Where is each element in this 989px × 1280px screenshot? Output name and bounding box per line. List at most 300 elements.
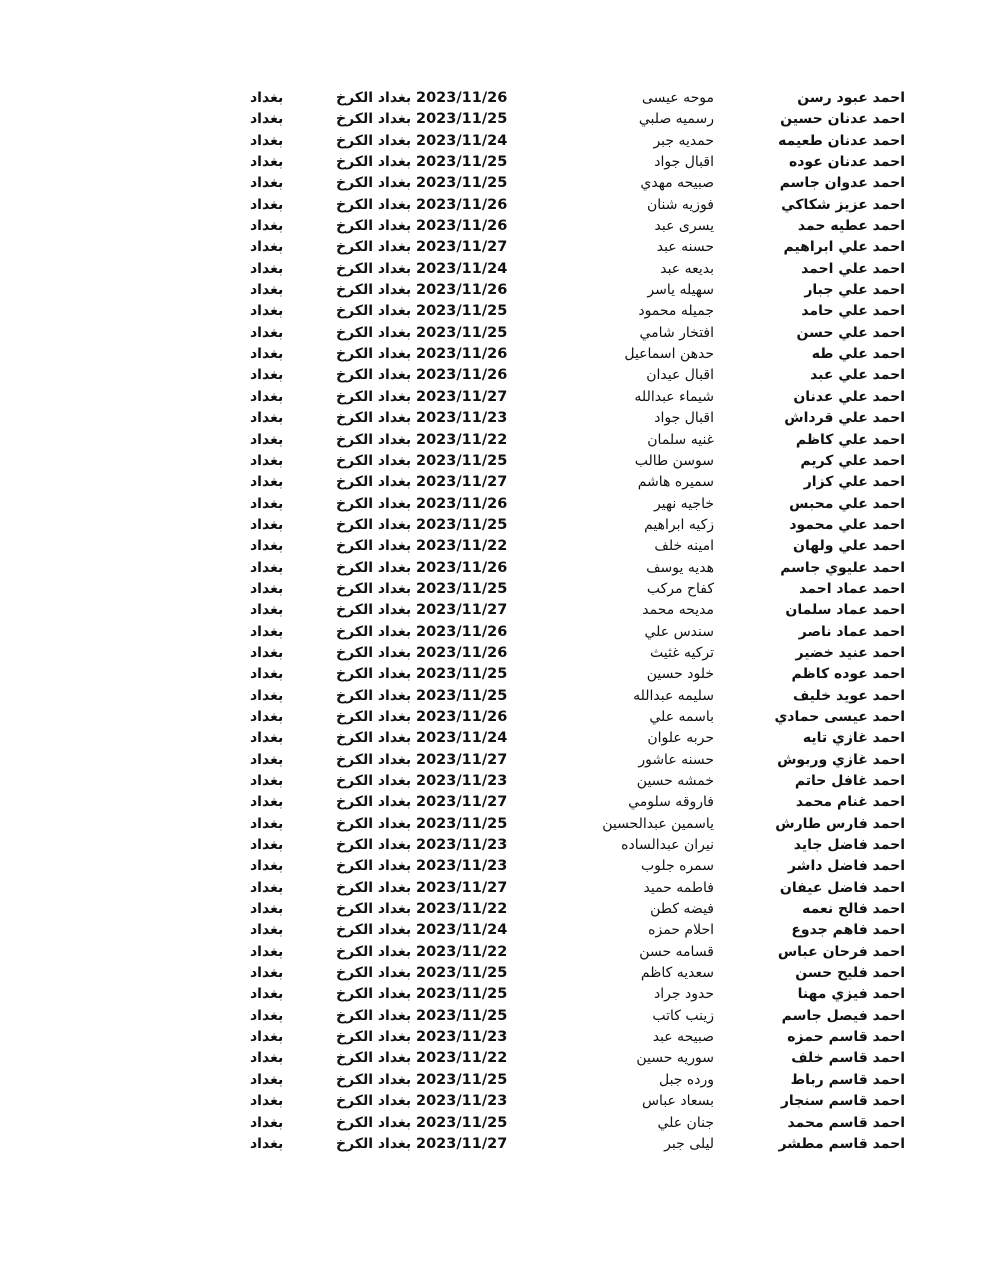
- date-cell: 2023/11/25: [416, 154, 508, 171]
- date-cell: 2023/11/22: [416, 538, 508, 555]
- area-cell: بغداد الكرخ: [336, 751, 412, 768]
- governorate-cell: بغداد: [250, 239, 284, 256]
- area-cell: بغداد الكرخ: [336, 367, 412, 384]
- area-cell: بغداد الكرخ: [336, 986, 412, 1003]
- table-row: [0, 835, 989, 856]
- mother-name: صبيحه مهدي: [640, 175, 714, 192]
- date-cell: 2023/11/23: [416, 1093, 508, 1110]
- governorate-cell: بغداد: [250, 1029, 284, 1046]
- table-row: [0, 1027, 989, 1048]
- person-name: احمد عماد احمد: [799, 580, 905, 597]
- area-cell: بغداد الكرخ: [336, 1029, 412, 1046]
- person-name: احمد عطيه حمد: [797, 218, 905, 235]
- area-cell: بغداد الكرخ: [336, 901, 412, 918]
- governorate-cell: بغداد: [250, 666, 284, 683]
- person-name: احمد علي محمود: [789, 516, 905, 533]
- table-row: [0, 686, 989, 707]
- mother-name: كفاح مركب: [646, 580, 714, 597]
- table-row: [0, 1091, 989, 1112]
- table-row: [0, 88, 989, 109]
- mother-name: شيماء عبدالله: [634, 388, 714, 405]
- person-name: احمد فاهم جدوع: [791, 922, 905, 939]
- area-cell: بغداد الكرخ: [336, 687, 412, 704]
- area-cell: بغداد الكرخ: [336, 260, 412, 277]
- table-row: [0, 195, 989, 216]
- person-name: احمد عدوان جاسم: [779, 175, 905, 192]
- person-name: احمد علي محبس: [789, 495, 905, 512]
- mother-name: حربه علوان: [647, 730, 714, 747]
- table-row: [0, 173, 989, 194]
- mother-name: افتخار شامي: [639, 324, 714, 341]
- table-row: [0, 216, 989, 237]
- mother-name: سندس علي: [644, 623, 714, 640]
- date-cell: 2023/11/26: [416, 218, 508, 235]
- table-row: [0, 984, 989, 1005]
- area-cell: بغداد الكرخ: [336, 1007, 412, 1024]
- date-cell: 2023/11/23: [416, 773, 508, 789]
- date-cell: 2023/11/25: [416, 324, 508, 341]
- date-cell: 2023/11/23: [416, 837, 508, 854]
- mother-name: فيضه كطن: [650, 901, 714, 918]
- table-row: [0, 1134, 989, 1155]
- mother-name: اقبال جواد: [654, 410, 714, 427]
- table-row: [0, 622, 989, 643]
- table-row: [0, 1048, 989, 1069]
- area-cell: بغداد الكرخ: [336, 132, 412, 149]
- mother-name: خاجيه نهير: [653, 495, 714, 512]
- area-cell: بغداد الكرخ: [336, 239, 412, 256]
- date-cell: 2023/11/26: [416, 623, 508, 640]
- mother-name: بديعه عبد: [660, 260, 714, 277]
- governorate-cell: بغداد: [250, 815, 284, 832]
- area-cell: بغداد الكرخ: [336, 1093, 412, 1110]
- mother-name: ورده جبل: [658, 1071, 714, 1088]
- table-row: [0, 536, 989, 557]
- area-cell: بغداد الكرخ: [336, 644, 412, 661]
- area-cell: بغداد الكرخ: [336, 282, 412, 299]
- mother-name: زكيه ابراهيم: [644, 516, 714, 533]
- person-name: احمد غافل حاتم: [794, 773, 905, 789]
- governorate-cell: بغداد: [250, 773, 284, 789]
- date-cell: 2023/11/27: [416, 474, 508, 491]
- date-cell: 2023/11/24: [416, 260, 508, 277]
- governorate-cell: بغداد: [250, 623, 284, 640]
- mother-name: زينب كاتب: [652, 1007, 714, 1024]
- table-row: [0, 494, 989, 515]
- table-row: [0, 643, 989, 664]
- governorate-cell: بغداد: [250, 1135, 284, 1152]
- date-cell: 2023/11/26: [416, 367, 508, 384]
- table-row: [0, 1113, 989, 1134]
- governorate-cell: بغداد: [250, 324, 284, 341]
- records-list: [0, 88, 989, 1155]
- person-name: احمد عماد ناصر: [798, 623, 905, 640]
- person-name: احمد عدنان عوده: [788, 154, 905, 171]
- table-row: [0, 323, 989, 344]
- area-cell: بغداد الكرخ: [336, 154, 412, 171]
- mother-name: قسامه حسن: [639, 943, 714, 960]
- governorate-cell: بغداد: [250, 410, 284, 427]
- date-cell: 2023/11/23: [416, 410, 508, 427]
- table-row: [0, 899, 989, 920]
- table-row: [0, 259, 989, 280]
- person-name: احمد علي ابراهيم: [783, 239, 905, 256]
- table-row: [0, 408, 989, 429]
- area-cell: بغداد الكرخ: [336, 495, 412, 512]
- person-name: احمد فاضل داشر: [787, 858, 905, 875]
- person-name: احمد علي طه: [811, 346, 905, 363]
- person-name: احمد علي احمد: [801, 260, 905, 277]
- date-cell: 2023/11/25: [416, 516, 508, 533]
- area-cell: بغداد الكرخ: [336, 922, 412, 939]
- date-cell: 2023/11/24: [416, 922, 508, 939]
- person-name: احمد علي جبار: [804, 282, 905, 299]
- governorate-cell: بغداد: [250, 687, 284, 704]
- mother-name: سعديه كاظم: [640, 965, 714, 982]
- governorate-cell: بغداد: [250, 708, 284, 725]
- governorate-cell: بغداد: [250, 986, 284, 1003]
- mother-name: بسعاد عباس: [641, 1093, 714, 1110]
- person-name: احمد علي حامد: [801, 303, 905, 320]
- area-cell: بغداد الكرخ: [336, 708, 412, 725]
- date-cell: 2023/11/25: [416, 1071, 508, 1088]
- mother-name: احلام حمزه: [648, 922, 714, 939]
- area-cell: بغداد الكرخ: [336, 90, 412, 106]
- mother-name: سهيله ياسر: [647, 282, 714, 299]
- date-cell: 2023/11/25: [416, 1114, 508, 1131]
- person-name: احمد غازي تايه: [802, 730, 905, 747]
- date-cell: 2023/11/22: [416, 901, 508, 918]
- area-cell: بغداد الكرخ: [336, 303, 412, 320]
- person-name: احمد علي ولهان: [793, 538, 905, 555]
- governorate-cell: بغداد: [250, 516, 284, 533]
- mother-name: سمره جلوب: [640, 858, 714, 875]
- mother-name: هديه يوسف: [646, 559, 714, 576]
- mother-name: صبيحه عبد: [652, 1029, 714, 1046]
- person-name: احمد علي كاظم: [795, 431, 905, 448]
- table-row: [0, 707, 989, 728]
- mother-name: سميره هاشم: [637, 474, 714, 491]
- governorate-cell: بغداد: [250, 879, 284, 896]
- governorate-cell: بغداد: [250, 1071, 284, 1088]
- area-cell: بغداد الكرخ: [336, 623, 412, 640]
- mother-name: سوريه حسين: [636, 1050, 714, 1067]
- table-row: [0, 771, 989, 792]
- governorate-cell: بغداد: [250, 858, 284, 875]
- mother-name: فاطمه حميد: [643, 879, 714, 896]
- table-row: [0, 792, 989, 813]
- date-cell: 2023/11/25: [416, 175, 508, 192]
- person-name: احمد قاسم خلف: [791, 1050, 905, 1067]
- area-cell: بغداد الكرخ: [336, 196, 412, 213]
- governorate-cell: بغداد: [250, 751, 284, 768]
- date-cell: 2023/11/25: [416, 666, 508, 683]
- table-row: [0, 131, 989, 152]
- area-cell: بغداد الكرخ: [336, 538, 412, 555]
- mother-name: يسرى عبد: [654, 218, 714, 235]
- date-cell: 2023/11/25: [416, 986, 508, 1003]
- date-cell: 2023/11/26: [416, 196, 508, 213]
- person-name: احمد عنيد خضير: [795, 644, 905, 661]
- table-row: [0, 814, 989, 835]
- governorate-cell: بغداد: [250, 474, 284, 491]
- area-cell: بغداد الكرخ: [336, 1114, 412, 1131]
- governorate-cell: بغداد: [250, 196, 284, 213]
- mother-name: حسنه عاشور: [638, 751, 714, 768]
- date-cell: 2023/11/25: [416, 1007, 508, 1024]
- governorate-cell: بغداد: [250, 644, 284, 661]
- area-cell: بغداد الكرخ: [336, 111, 412, 128]
- table-row: [0, 109, 989, 130]
- governorate-cell: بغداد: [250, 303, 284, 320]
- governorate-cell: بغداد: [250, 367, 284, 384]
- person-name: احمد عدنان طعيمه: [778, 132, 905, 149]
- governorate-cell: بغداد: [250, 452, 284, 469]
- date-cell: 2023/11/27: [416, 794, 508, 811]
- date-cell: 2023/11/25: [416, 452, 508, 469]
- area-cell: بغداد الكرخ: [336, 1050, 412, 1067]
- area-cell: بغداد الكرخ: [336, 175, 412, 192]
- mother-name: حمديه جبر: [653, 132, 714, 149]
- person-name: احمد غازي وربوش: [777, 751, 905, 768]
- person-name: احمد علي قرداش: [784, 410, 905, 427]
- mother-name: موحه عيسى: [641, 90, 714, 106]
- governorate-cell: بغداد: [250, 837, 284, 854]
- table-row: [0, 878, 989, 899]
- person-name: احمد فرحان عباس: [777, 943, 905, 960]
- person-name: احمد علي كزار: [803, 474, 905, 491]
- mother-name: سوسن طالب: [634, 452, 714, 469]
- date-cell: 2023/11/25: [416, 815, 508, 832]
- person-name: احمد عماد سلمان: [785, 602, 905, 619]
- person-name: احمد عويد خليف: [793, 687, 905, 704]
- mother-name: ياسمين عبدالحسين: [602, 815, 714, 832]
- governorate-cell: بغداد: [250, 495, 284, 512]
- mother-name: ليلى جبر: [664, 1135, 714, 1152]
- area-cell: بغداد الكرخ: [336, 559, 412, 576]
- date-cell: 2023/11/25: [416, 111, 508, 128]
- date-cell: 2023/11/27: [416, 388, 508, 405]
- person-name: احمد قاسم رباط: [790, 1071, 905, 1088]
- governorate-cell: بغداد: [250, 1114, 284, 1131]
- area-cell: بغداد الكرخ: [336, 794, 412, 811]
- table-row: [0, 1006, 989, 1027]
- governorate-cell: بغداد: [250, 218, 284, 235]
- mother-name: باسمه علي: [649, 708, 714, 725]
- person-name: احمد غنام محمد: [795, 794, 905, 811]
- table-row: [0, 750, 989, 771]
- area-cell: بغداد الكرخ: [336, 1135, 412, 1152]
- governorate-cell: بغداد: [250, 1050, 284, 1067]
- table-row: [0, 365, 989, 386]
- mother-name: غنيه سلمان: [647, 431, 714, 448]
- date-cell: 2023/11/22: [416, 943, 508, 960]
- mother-name: نيران عبدالساده: [621, 837, 714, 854]
- table-row: [0, 237, 989, 258]
- area-cell: بغداد الكرخ: [336, 858, 412, 875]
- area-cell: بغداد الكرخ: [336, 431, 412, 448]
- governorate-cell: بغداد: [250, 580, 284, 597]
- person-name: احمد عليوي جاسم: [780, 559, 905, 576]
- governorate-cell: بغداد: [250, 1093, 284, 1110]
- table-row: [0, 280, 989, 301]
- governorate-cell: بغداد: [250, 260, 284, 277]
- governorate-cell: بغداد: [250, 922, 284, 939]
- mother-name: اقبال جواد: [654, 154, 714, 171]
- area-cell: بغداد الكرخ: [336, 879, 412, 896]
- table-row: [0, 664, 989, 685]
- person-name: احمد فارس طارش: [775, 815, 905, 832]
- date-cell: 2023/11/24: [416, 132, 508, 149]
- person-name: احمد فليح حسن: [795, 965, 905, 982]
- date-cell: 2023/11/22: [416, 431, 508, 448]
- date-cell: 2023/11/26: [416, 282, 508, 299]
- table-row: [0, 1070, 989, 1091]
- date-cell: 2023/11/25: [416, 580, 508, 597]
- governorate-cell: بغداد: [250, 602, 284, 619]
- date-cell: 2023/11/26: [416, 495, 508, 512]
- governorate-cell: بغداد: [250, 175, 284, 192]
- date-cell: 2023/11/23: [416, 858, 508, 875]
- table-row: [0, 963, 989, 984]
- area-cell: بغداد الكرخ: [336, 1071, 412, 1088]
- governorate-cell: بغداد: [250, 1007, 284, 1024]
- date-cell: 2023/11/27: [416, 239, 508, 256]
- person-name: احمد عدنان حسين: [780, 111, 905, 128]
- date-cell: 2023/11/27: [416, 751, 508, 768]
- person-name: احمد عيسى حمادي: [774, 708, 905, 725]
- governorate-cell: بغداد: [250, 282, 284, 299]
- table-row: [0, 920, 989, 941]
- person-name: احمد علي عبد: [810, 367, 905, 384]
- date-cell: 2023/11/25: [416, 965, 508, 982]
- area-cell: بغداد الكرخ: [336, 474, 412, 491]
- governorate-cell: بغداد: [250, 431, 284, 448]
- governorate-cell: بغداد: [250, 965, 284, 982]
- table-row: [0, 451, 989, 472]
- date-cell: 2023/11/27: [416, 602, 508, 619]
- date-cell: 2023/11/26: [416, 644, 508, 661]
- area-cell: بغداد الكرخ: [336, 837, 412, 854]
- person-name: احمد علي كريم: [800, 452, 905, 469]
- area-cell: بغداد الكرخ: [336, 666, 412, 683]
- area-cell: بغداد الكرخ: [336, 452, 412, 469]
- area-cell: بغداد الكرخ: [336, 602, 412, 619]
- mother-name: خلود حسين: [646, 666, 714, 683]
- mother-name: جنان علي: [657, 1114, 714, 1131]
- table-row: [0, 344, 989, 365]
- area-cell: بغداد الكرخ: [336, 730, 412, 747]
- person-name: احمد عبود رسن: [797, 90, 905, 106]
- date-cell: 2023/11/26: [416, 346, 508, 363]
- mother-name: فاروقه سلومي: [628, 794, 714, 811]
- date-cell: 2023/11/25: [416, 687, 508, 704]
- person-name: احمد فيصل جاسم: [781, 1007, 905, 1024]
- area-cell: بغداد الكرخ: [336, 410, 412, 427]
- table-row: [0, 301, 989, 322]
- table-row: [0, 728, 989, 749]
- person-name: احمد علي عدنان: [793, 388, 905, 405]
- area-cell: بغداد الكرخ: [336, 516, 412, 533]
- governorate-cell: بغداد: [250, 388, 284, 405]
- governorate-cell: بغداد: [250, 730, 284, 747]
- date-cell: 2023/11/26: [416, 90, 508, 106]
- mother-name: مديحه محمد: [642, 602, 714, 619]
- mother-name: اقبال عيدان: [646, 367, 714, 384]
- mother-name: خمشه حسين: [636, 773, 714, 789]
- area-cell: بغداد الكرخ: [336, 388, 412, 405]
- mother-name: حدود جراد: [654, 986, 714, 1003]
- person-name: احمد قاسم مطشر: [778, 1135, 905, 1152]
- mother-name: فوزيه شنان: [646, 196, 714, 213]
- person-name: احمد فاضل عيفان: [779, 879, 905, 896]
- governorate-cell: بغداد: [250, 538, 284, 555]
- table-row: [0, 942, 989, 963]
- governorate-cell: بغداد: [250, 111, 284, 128]
- person-name: احمد علي حسن: [796, 324, 905, 341]
- date-cell: 2023/11/25: [416, 303, 508, 320]
- date-cell: 2023/11/26: [416, 559, 508, 576]
- person-name: احمد قاسم سنجار: [780, 1093, 905, 1110]
- table-row: [0, 152, 989, 173]
- table-row: [0, 430, 989, 451]
- area-cell: بغداد الكرخ: [336, 815, 412, 832]
- mother-name: رسميه صلبي: [638, 111, 714, 128]
- area-cell: بغداد الكرخ: [336, 943, 412, 960]
- mother-name: حسنه عبد: [656, 239, 714, 256]
- person-name: احمد عوده كاظم: [791, 666, 905, 683]
- governorate-cell: بغداد: [250, 559, 284, 576]
- person-name: احمد قاسم حمزه: [787, 1029, 905, 1046]
- table-row: [0, 579, 989, 600]
- area-cell: بغداد الكرخ: [336, 773, 412, 789]
- governorate-cell: بغداد: [250, 943, 284, 960]
- area-cell: بغداد الكرخ: [336, 965, 412, 982]
- area-cell: بغداد الكرخ: [336, 324, 412, 341]
- mother-name: حدهن اسماعيل: [624, 346, 714, 363]
- governorate-cell: بغداد: [250, 154, 284, 171]
- table-row: [0, 558, 989, 579]
- governorate-cell: بغداد: [250, 132, 284, 149]
- table-row: [0, 856, 989, 877]
- date-cell: 2023/11/23: [416, 1029, 508, 1046]
- person-name: احمد قاسم محمد: [787, 1114, 905, 1131]
- date-cell: 2023/11/22: [416, 1050, 508, 1067]
- mother-name: سليمه عبدالله: [633, 687, 714, 704]
- mother-name: جميله محمود: [638, 303, 714, 320]
- person-name: احمد فاضل جايد: [793, 837, 905, 854]
- governorate-cell: بغداد: [250, 346, 284, 363]
- date-cell: 2023/11/27: [416, 879, 508, 896]
- area-cell: بغداد الكرخ: [336, 346, 412, 363]
- table-row: [0, 600, 989, 621]
- mother-name: تركيه غثيث: [650, 644, 714, 661]
- table-row: [0, 472, 989, 493]
- governorate-cell: بغداد: [250, 90, 284, 106]
- date-cell: 2023/11/27: [416, 1135, 508, 1152]
- date-cell: 2023/11/26: [416, 708, 508, 725]
- governorate-cell: بغداد: [250, 794, 284, 811]
- person-name: احمد فيزي مهنا: [797, 986, 905, 1003]
- table-row: [0, 387, 989, 408]
- governorate-cell: بغداد: [250, 901, 284, 918]
- person-name: احمد فالح نعمه: [802, 901, 905, 918]
- table-row: [0, 515, 989, 536]
- area-cell: بغداد الكرخ: [336, 218, 412, 235]
- date-cell: 2023/11/24: [416, 730, 508, 747]
- area-cell: بغداد الكرخ: [336, 580, 412, 597]
- mother-name: امينه خلف: [654, 538, 714, 555]
